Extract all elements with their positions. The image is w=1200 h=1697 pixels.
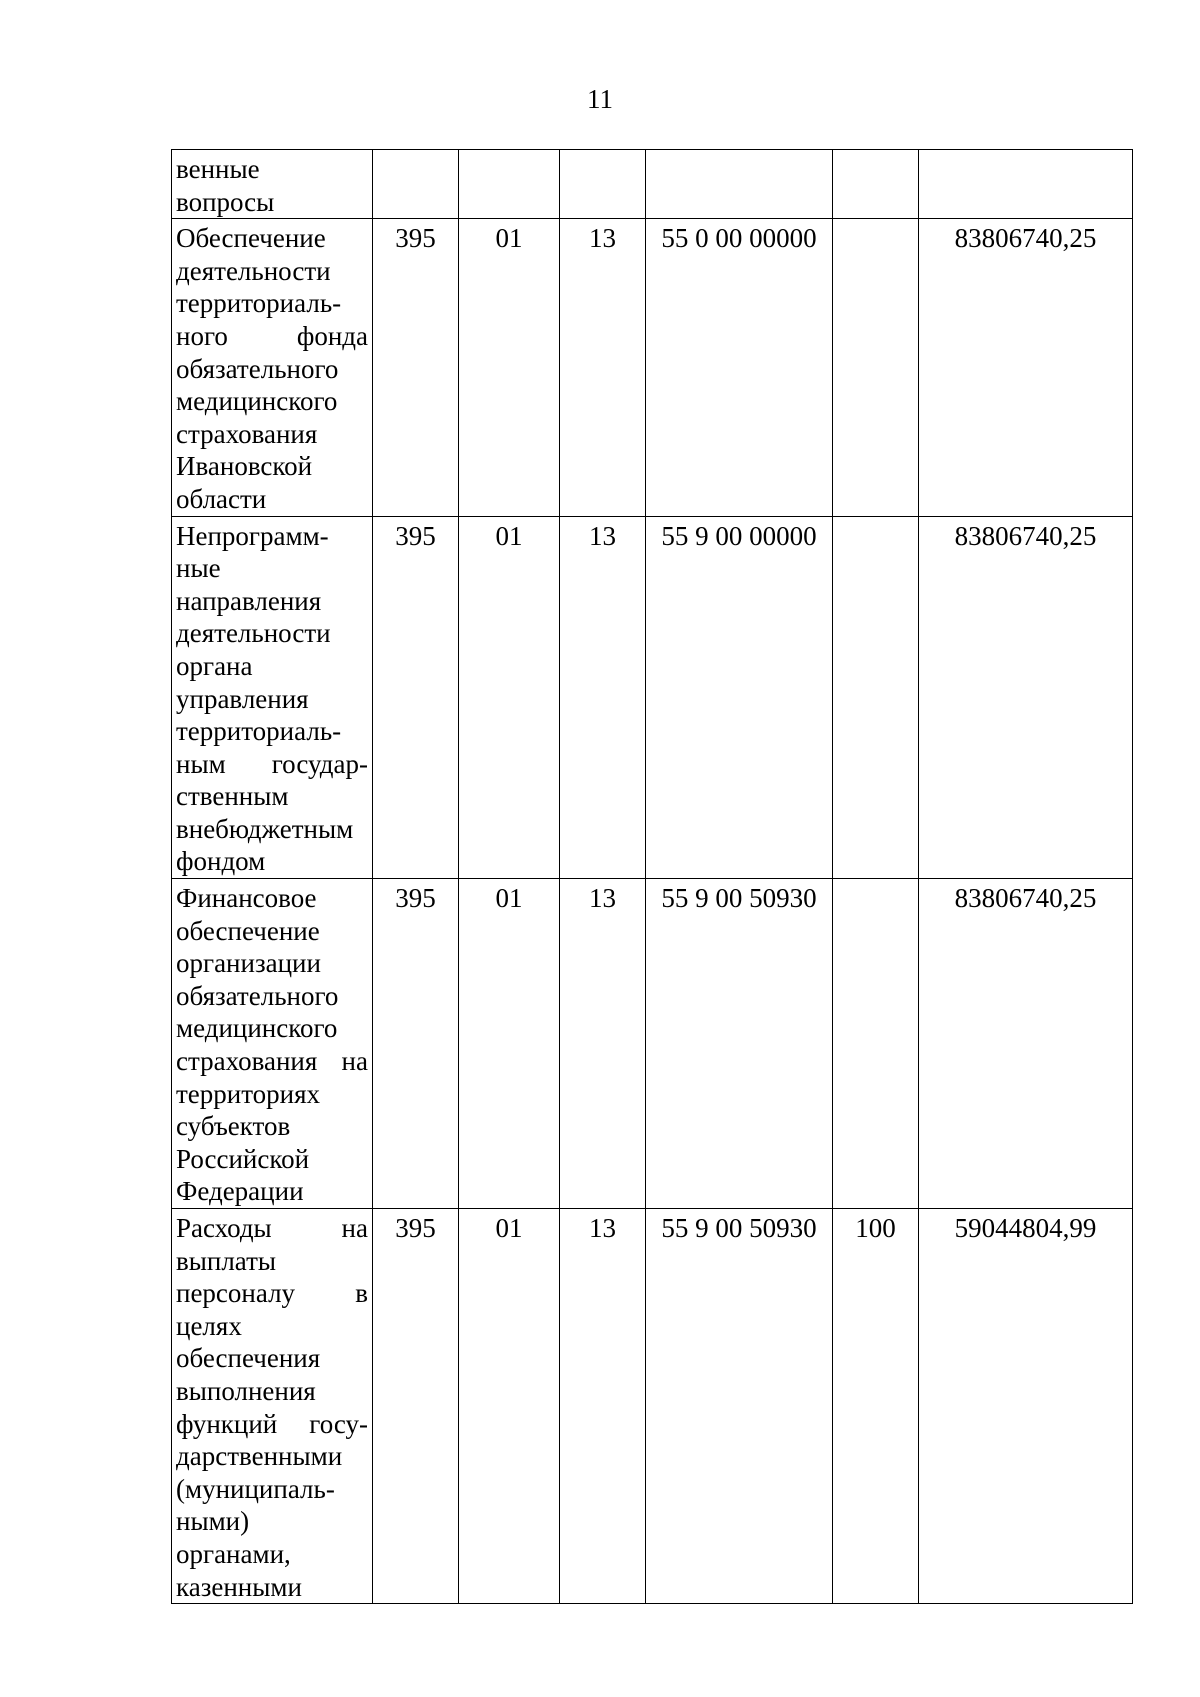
item-name-line: органа [176,650,253,681]
item-name-line: обязательного [176,980,339,1011]
table-row [172,150,1133,219]
item-name-line: Непрограмм- [176,520,329,551]
subsection-cell: 13 [560,219,646,516]
subsection-cell: 13 [560,1209,646,1604]
item-name-line: Расходы на [176,1213,368,1243]
item-name-line: функций госу- [176,1408,368,1439]
item-name-line: территориях [176,1078,321,1109]
item-name-line: Российской [176,1143,310,1174]
item-name-line: выплаты [176,1245,277,1276]
item-name-line: целях [176,1310,242,1341]
item-name-line: территориаль- [176,288,342,319]
item-name-line: территориаль- [176,716,342,747]
item-name-line: обеспечение [176,915,320,946]
item-name-cell [172,219,373,516]
section-cell: 01 [459,879,560,1209]
item-name-line: медицинского [176,386,338,417]
page-number: 11 [587,84,613,114]
item-name-line: деятельности [176,255,331,286]
section-cell: 01 [459,516,560,879]
expense-type-cell [833,516,919,879]
item-name-line: персоналу в [176,1278,368,1309]
ministry-code-cell [373,150,459,219]
subsection-cell: 13 [560,879,646,1209]
item-name-line: направления [176,585,322,616]
subsection-cell: 13 [560,516,646,879]
expense-type-cell [833,150,919,219]
target-article-cell: 55 9 00 50930 [646,879,833,1209]
item-name-line: медицинского [176,1013,338,1044]
item-name-line: страхования на [176,1046,368,1077]
item-name-line: ными) [176,1506,250,1537]
item-name-line: Федерации [176,1176,304,1207]
item-name-line: дарственными [176,1441,343,1472]
item-name-cell [172,1209,373,1604]
item-name-line: области [176,483,267,514]
ministry-code-cell: 395 [373,219,459,516]
item-name-cell [172,879,373,1209]
section-cell [459,150,560,219]
item-name-line: субъектов [176,1111,291,1142]
target-article-cell: 55 9 00 50930 [646,1209,833,1604]
amount-cell: 83806740,25 [919,219,1133,516]
table-row [172,516,1133,879]
section-cell: 01 [459,219,560,516]
table-row [172,1209,1133,1604]
item-name-line: вопросы [176,186,275,217]
subsection-cell [560,150,646,219]
item-name-cell [172,516,373,879]
table-row [172,219,1133,516]
item-name-line: Обеспечение [176,223,326,254]
item-name-line: управления [176,683,309,714]
amount-cell: 83806740,25 [919,516,1133,879]
item-name-line: ные [176,553,221,584]
item-name-line: ным государ- [176,748,368,779]
amount-cell: 59044804,99 [919,1209,1133,1604]
item-name-line: (муниципаль- [176,1473,335,1504]
table-body [172,150,1133,1604]
item-name-line: страхования [176,418,318,449]
item-name-line: организации [176,948,321,979]
ministry-code-cell: 395 [373,879,459,1209]
item-name-line: казенными [176,1571,302,1602]
item-name-line: внебюджетным [176,813,354,844]
item-name-line: Финансовое [176,883,317,914]
item-name-line: ственным [176,781,289,812]
item-name-cell [172,150,373,219]
target-article-cell [646,150,833,219]
item-name-line: органами, [176,1538,291,1569]
item-name-line: Ивановской [176,451,313,482]
expense-type-cell [833,879,919,1209]
item-name-line: венные [176,154,260,184]
item-name-line: ного фонда [176,320,368,351]
item-name-line: деятельности [176,618,331,649]
expense-type-cell: 100 [833,1209,919,1604]
expense-type-cell [833,219,919,516]
ministry-code-cell: 395 [373,1209,459,1604]
item-name-line: выполнения [176,1375,316,1406]
section-cell: 01 [459,1209,560,1604]
amount-cell: 83806740,25 [919,879,1133,1209]
item-name-line: фондом [176,846,266,877]
table-row [172,879,1133,1209]
budget-table [171,149,1133,1604]
item-name-line: обязательного [176,353,339,384]
target-article-cell: 55 0 00 00000 [646,219,833,516]
ministry-code-cell: 395 [373,516,459,879]
item-name-line: обеспечения [176,1343,321,1374]
target-article-cell: 55 9 00 00000 [646,516,833,879]
amount-cell [919,150,1133,219]
